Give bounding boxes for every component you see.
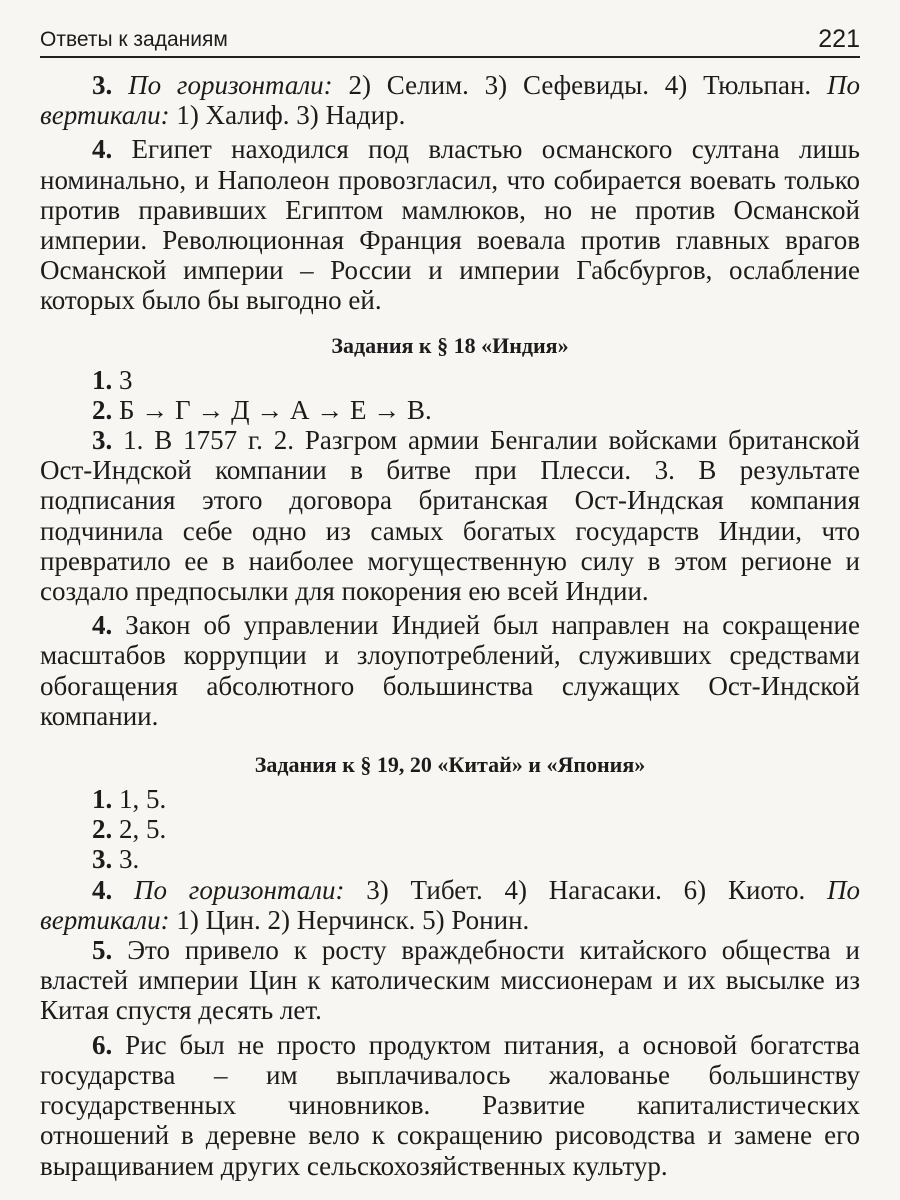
answer-3-crossword: 3. По горизонтали: 2) Селим. 3) Сефевиды. 4) Тюльпан. По вертикали: 1) Халиф. 3) Надир. (40, 70, 861, 131)
s18-answer-3: 3. 1. В 1757 г. 2. Разгром армии Бенгалии войсками британской Ост-Индской компании в битве при Плесси. 3. В результате подписания этого договора британская Ост-Индская компания подчинила себе одно из самых богатых государств Индии, что превратило ее в наиболее могущественную силу в этом регионе и создало предпосылки для покорения ею всей Индии. (40, 425, 860, 607)
section-heading-18-india: Задания к § 18 «Индия» (331, 332, 569, 358)
answer-4-egypt: 4. Египет находился под властью османского султана лишь номинально, и Наполеон провозгласил, что собирается воевать только против правивших Египтом мамлюков, но не против Османской империи. Революционная Франция воевала против главных врагов Османской империи – России и империи Габсбургов, ослабление которых было бы выгодно ей. (40, 134, 860, 316)
horizontal-answers: 3) Тибет. 4) Нагасаки. 6) Киото. (344, 874, 828, 905)
horizontal-label: По горизонтали: (134, 874, 345, 905)
s19-answer-5: 5. Это привело к росту враждебности китайского общества и властей империи Цин к католическим миссионерам и их высылке из Китая спустя десять лет. (40, 935, 860, 1026)
s19-answer-2: 2. 2, 5. (92, 814, 167, 845)
page-number: 221 (818, 25, 860, 53)
s19-answer-4-crossword: 4. По горизонтали: 3) Тибет. 4) Нагасаки. 6) Киото. По вертикали: 1) Цин. 2) Нерчинск. 5) Ронин. (40, 874, 861, 935)
horizontal-answers: 2) Селим. 3) Сефевиды. 4) Тюльпан. (332, 70, 828, 100)
running-header (40, 22, 860, 58)
vertical-answers: 1) Халиф. 3) Надир. (169, 100, 406, 131)
s18-answer-4: 4. Закон об управлении Индией был направлен на сокращение масштабов коррупции и злоупотреблений, служивших средствами обогащения абсолютного большинства служащих Ост-Индской компании. (40, 610, 860, 731)
s19-answer-3: 3. 3. (92, 844, 140, 875)
s18-answer-1: 1. 3 (92, 364, 133, 395)
vertical-answers: 1) Цин. 2) Нерчинск. 5) Ронин. (169, 904, 530, 935)
section-heading-19-20-china-japan: Задания к § 19, 20 «Китай» и «Япония» (254, 752, 646, 778)
vertical-label: По вертикали: (40, 874, 861, 935)
s19-answer-6: 6. Рис был не просто продуктом питания, а основой богатства государства – им выплачивалось жалованье большинству государственных чиновников. Развитие капиталистических отношений в деревне вело к сокращению рисоводства и замене его выращиванием других сельскохозяйственных культур. (40, 1029, 860, 1181)
s19-answer-1: 1. 1, 5. (92, 784, 167, 815)
s18-answer-2: 2. Б → Г → Д → А → Е → В. (92, 394, 432, 425)
vertical-label: По вертикали: (40, 70, 861, 131)
running-header-title: Ответы к заданиям (40, 28, 228, 51)
page-content (40, 70, 860, 1181)
horizontal-label: По горизонтали: (128, 70, 333, 100)
